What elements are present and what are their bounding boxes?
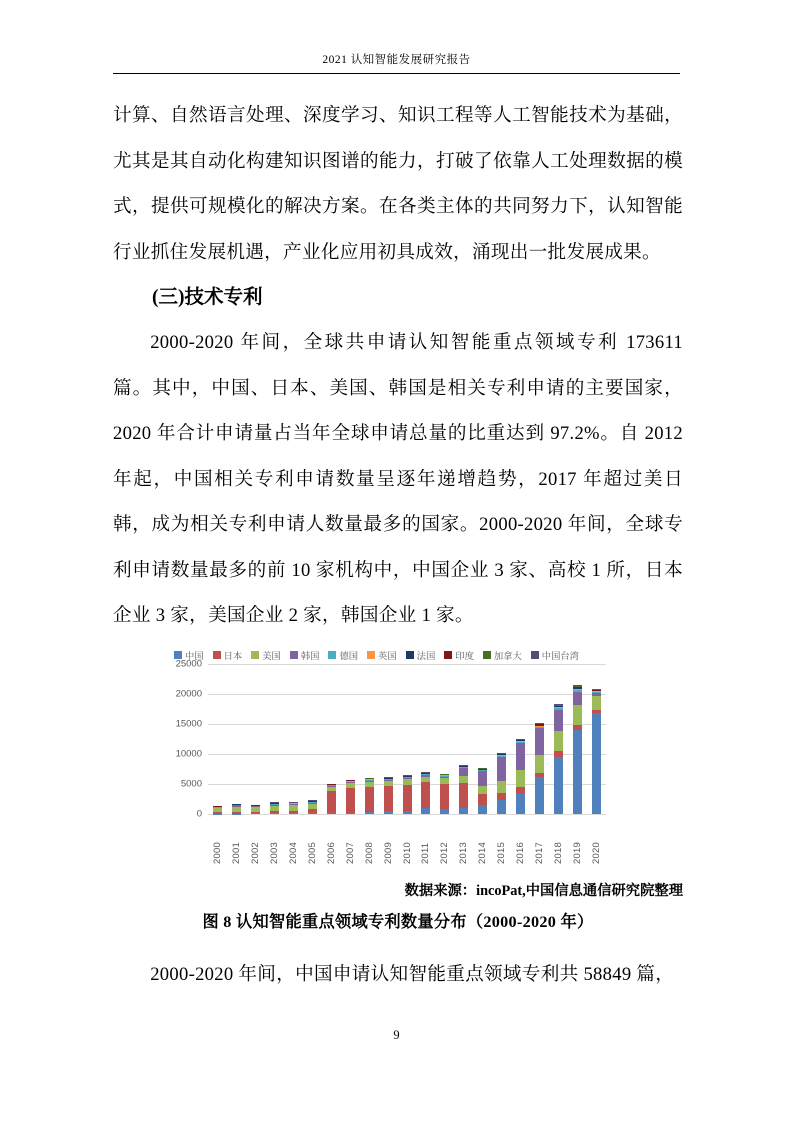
figure-caption: 图 8 认知智能重点领域专利数量分布（2000-2020 年） [202, 913, 594, 931]
bar-segment-0 [403, 811, 412, 814]
x-axis-tick-label: 2013 [458, 842, 470, 864]
bar-segment-1 [478, 794, 487, 805]
stacked-bar[interactable] [384, 777, 393, 814]
page-header [113, 50, 680, 68]
chart-plot [208, 664, 606, 814]
legend-item-label: 印度 [455, 651, 474, 661]
bar-segment-0 [573, 730, 582, 814]
gridline [208, 814, 606, 815]
bar-group[interactable] [568, 664, 587, 814]
bar-segment-0 [440, 809, 449, 814]
legend-item-9[interactable] [531, 648, 579, 662]
bar-segment-2 [516, 770, 525, 787]
bar-segment-2 [592, 696, 601, 710]
legend-item-label: 法国 [416, 651, 436, 661]
bar-segment-3 [535, 728, 544, 754]
bar-group[interactable] [492, 664, 511, 814]
stacked-bar[interactable] [478, 768, 487, 814]
bar-segment-1 [346, 788, 355, 813]
bar-segment-3 [554, 710, 563, 731]
bar-segment-2 [573, 705, 582, 725]
bar-segment-2 [535, 755, 544, 773]
bar-segment-1 [459, 783, 468, 809]
stacked-bar[interactable] [440, 774, 449, 814]
bar-group[interactable] [379, 664, 398, 814]
x-axis-tick [416, 816, 435, 864]
x-axis-tick-label: 2001 [230, 842, 242, 864]
legend-swatch-icon [367, 651, 375, 659]
legend-item-1[interactable] [213, 648, 243, 662]
bar-segment-0 [251, 813, 260, 814]
bar-segment-0 [478, 805, 487, 814]
x-axis-tick [246, 816, 265, 864]
x-axis-tick-label: 2002 [249, 842, 261, 864]
bar-segment-1 [440, 784, 449, 809]
stacked-bar[interactable] [289, 802, 298, 814]
bar-group[interactable] [341, 664, 360, 814]
x-axis-tick-label: 2012 [439, 842, 451, 864]
stacked-bar[interactable] [270, 802, 279, 814]
chart-x-axis [208, 816, 606, 864]
bar-group[interactable] [360, 664, 379, 814]
bar-segment-1 [365, 787, 374, 813]
bar-group[interactable] [416, 664, 435, 814]
legend-item-label: 日本 [223, 651, 243, 661]
stacked-bar[interactable] [573, 685, 582, 814]
legend-item-3[interactable] [290, 648, 320, 662]
bar-group[interactable] [511, 664, 530, 814]
bar-group[interactable] [208, 664, 227, 814]
x-axis-tick-label: 2007 [344, 842, 356, 864]
x-axis-tick-label: 2010 [401, 842, 413, 864]
chart-legend [160, 648, 790, 662]
page-number: 9 [393, 1028, 400, 1042]
chart-y-axis [160, 658, 206, 820]
x-axis-tick [398, 816, 417, 864]
stacked-bar[interactable] [554, 704, 563, 814]
stacked-bar[interactable] [327, 784, 336, 814]
bar-segment-1 [384, 786, 393, 812]
x-axis-tick-label: 2004 [287, 842, 299, 864]
x-axis-tick-label: 2006 [325, 842, 337, 864]
bar-segment-3 [573, 692, 582, 706]
bar-segment-2 [478, 786, 487, 795]
stacked-bar[interactable] [251, 805, 260, 814]
x-axis-tick [341, 816, 360, 864]
bar-segment-0 [421, 808, 430, 814]
x-axis-tick [454, 816, 473, 864]
legend-item-label: 英国 [378, 651, 397, 661]
bar-segment-0 [459, 808, 468, 814]
y-axis-tick-label: 10000 [175, 748, 202, 760]
stacked-bar[interactable] [497, 753, 506, 814]
legend-swatch-icon [483, 651, 491, 659]
x-axis-tick [549, 816, 568, 864]
x-axis-tick-label: 2019 [572, 842, 584, 864]
paragraph-china-patents: 2000-2020 年间，中国申请认知智能重点领域专利共 58849 篇， [150, 964, 675, 985]
chart-bars [208, 664, 606, 814]
legend-swatch-icon [531, 651, 539, 659]
bar-segment-3 [497, 757, 506, 781]
legend-swatch-icon [406, 651, 414, 659]
bar-segment-0 [289, 813, 298, 814]
legend-item-label: 美国 [262, 651, 281, 661]
legend-item-4[interactable] [328, 648, 358, 662]
stacked-bar[interactable] [403, 775, 412, 814]
bar-segment-3 [516, 743, 525, 770]
legend-item-label: 加拿大 [493, 651, 522, 661]
stacked-bar[interactable] [421, 772, 430, 814]
legend-swatch-icon [290, 651, 298, 659]
stacked-bar[interactable] [365, 778, 374, 814]
bar-segment-0 [270, 813, 279, 814]
header-divider [113, 73, 680, 74]
bar-segment-0 [384, 811, 393, 814]
paragraph-continuation: 计算、自然语言处理、深度学习、知识工程等人工智能技术为基础，尤其是其自动化构建知识图谱的能力，打破了依靠人工处理数据的模式，提供可规模化的解决方案。在各类主体的共同努力下，认知智能行业抓住发展机遇，产业化应用初具成效，涌现出一批发展成果。 [113, 105, 683, 263]
paragraph-patents-overview: 2000-2020 年间，全球共申请认知智能重点领域专利 173611 篇。其中，中国、日本、美国、韩国是相关专利申请的主要国家，2020 年合计申请量占当年全球申请总量的比重达到 97.2%。自 2012 年起，中国相关专利申请数量呈逐年递增趋势，2017 年超过美日韩，成为相关专利申请人数量最多的国家。2000-2020 年间，全球专利申请数量最多的前 10 家机构中，中国企业 3 家、高校 1 所，日本企业 3 家，美国企业 2 家，韩国企业 1 家。 [113, 332, 683, 626]
y-axis-tick-label: 5000 [180, 778, 202, 790]
bar-group[interactable] [473, 664, 492, 814]
stacked-bar[interactable] [213, 806, 222, 814]
document-body-continued [113, 952, 683, 998]
bar-segment-0 [554, 757, 563, 814]
bar-group[interactable] [303, 664, 322, 814]
header-title: 2021 认知智能发展研究报告 [322, 54, 471, 66]
bar-segment-2 [554, 731, 563, 751]
x-axis-tick [511, 816, 530, 864]
x-axis-tick [587, 816, 606, 864]
figure-patent-distribution-chart [160, 648, 790, 864]
x-axis-tick [530, 816, 549, 864]
bar-group[interactable] [246, 664, 265, 814]
legend-item-label: 中国台湾 [541, 651, 579, 661]
x-axis-tick [227, 816, 246, 864]
x-axis-tick-label: 2020 [591, 842, 603, 864]
x-axis-tick-label: 2005 [306, 842, 318, 864]
bar-segment-0 [497, 800, 506, 814]
x-axis-tick-label: 2009 [382, 842, 394, 864]
bar-segment-0 [365, 812, 374, 814]
y-axis-tick-label: 25000 [175, 658, 202, 670]
x-axis-tick-label: 2003 [268, 842, 280, 864]
legend-swatch-icon [444, 651, 452, 659]
y-axis-tick-label: 20000 [175, 688, 202, 700]
x-axis-tick [322, 816, 341, 864]
figure-source: 数据来源：incoPat,中国信息通信研究院整理 [404, 883, 683, 899]
x-axis-tick-label: 2014 [477, 842, 489, 864]
bar-segment-0 [327, 813, 336, 815]
stacked-bar[interactable] [535, 723, 544, 814]
legend-item-2[interactable] [251, 648, 281, 662]
x-axis-tick-label: 2015 [496, 842, 508, 864]
x-axis-tick [303, 816, 322, 864]
legend-item-8[interactable] [483, 648, 522, 662]
bar-segment-0 [592, 713, 601, 814]
x-axis-tick [284, 816, 303, 864]
x-axis-tick [473, 816, 492, 864]
bar-group[interactable] [265, 664, 284, 814]
x-axis-tick-label: 2011 [420, 842, 432, 864]
legend-item-label: 韩国 [300, 651, 320, 661]
bar-segment-3 [478, 771, 487, 785]
legend-item-7[interactable] [444, 648, 474, 662]
bar-group[interactable] [398, 664, 417, 814]
stacked-bar[interactable] [232, 804, 241, 814]
bar-segment-3 [459, 768, 468, 776]
bar-segment-1 [327, 791, 336, 812]
stacked-bar[interactable] [516, 739, 525, 814]
bar-segment-0 [346, 813, 355, 814]
x-axis-tick [568, 816, 587, 864]
x-axis-tick-label: 2000 [211, 842, 223, 864]
bar-group[interactable] [322, 664, 341, 814]
bar-segment-1 [421, 782, 430, 808]
stacked-bar[interactable] [308, 800, 317, 814]
bar-group[interactable] [454, 664, 473, 814]
stacked-bar[interactable] [459, 765, 468, 814]
legend-item-6[interactable] [406, 648, 436, 662]
bar-group[interactable] [530, 664, 549, 814]
document-body [113, 93, 683, 639]
bar-segment-1 [403, 785, 412, 811]
x-axis-tick-label: 2017 [534, 842, 546, 864]
y-axis-tick-label: 0 [196, 808, 202, 820]
bar-segment-2 [497, 781, 506, 793]
chart-plot-area [160, 658, 610, 864]
x-axis-tick-label: 2016 [515, 842, 527, 864]
x-axis-tick-label: 2018 [553, 842, 565, 864]
legend-swatch-icon [328, 651, 336, 659]
x-axis-tick-label: 2008 [363, 842, 375, 864]
bar-group[interactable] [227, 664, 246, 814]
y-axis-tick-label: 15000 [175, 718, 202, 730]
bar-group[interactable] [435, 664, 454, 814]
x-axis-tick [360, 816, 379, 864]
x-axis-tick [265, 816, 284, 864]
legend-item-label: 中国 [185, 651, 204, 661]
stacked-bar[interactable] [592, 689, 601, 815]
legend-item-label: 德国 [339, 651, 359, 661]
section-heading-technology-patents: (三)技术专利 [152, 287, 263, 308]
x-axis-tick [435, 816, 454, 864]
bar-group[interactable] [587, 664, 606, 814]
bar-group[interactable] [284, 664, 303, 814]
x-axis-tick [208, 816, 227, 864]
x-axis-tick [379, 816, 398, 864]
legend-item-5[interactable] [367, 648, 397, 662]
legend-swatch-icon [213, 651, 221, 659]
bar-segment-0 [516, 793, 525, 814]
x-axis-tick [492, 816, 511, 864]
bar-segment-1 [497, 793, 506, 801]
bar-group[interactable] [549, 664, 568, 814]
legend-swatch-icon [251, 651, 259, 659]
stacked-bar[interactable] [346, 780, 355, 814]
bar-segment-0 [535, 777, 544, 814]
bar-segment-0 [308, 813, 317, 814]
